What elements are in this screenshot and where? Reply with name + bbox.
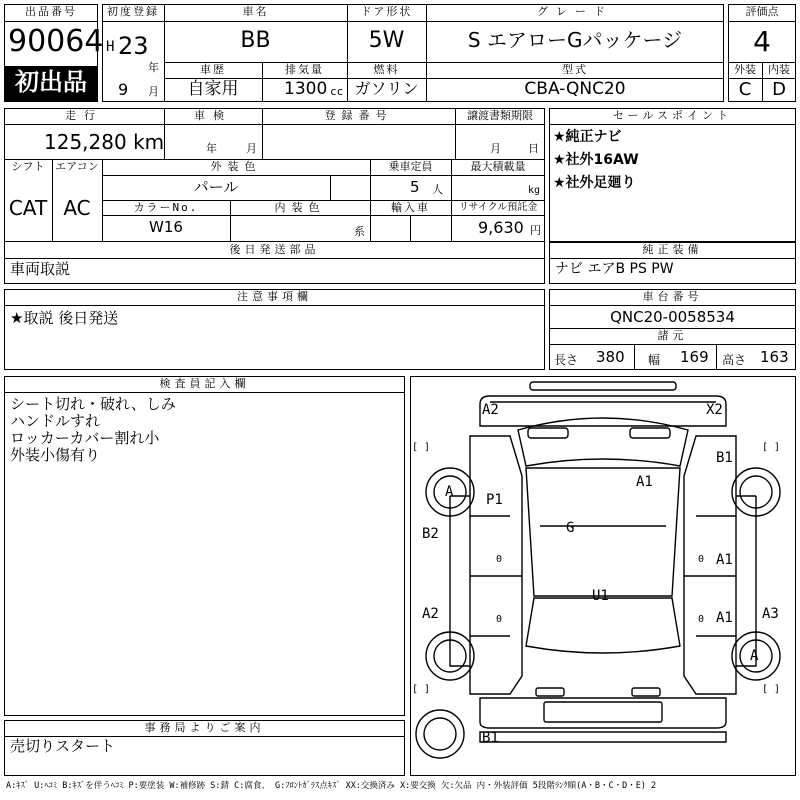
capacity-label: 乗車定員 [388, 160, 433, 173]
capacity-unit: 人 [432, 183, 443, 196]
mark-a1-right: A1 [716, 552, 733, 568]
mark-p1: P1 [486, 492, 503, 508]
chassis-label: 車台番号 [642, 290, 703, 303]
score-label: 評価点 [745, 5, 779, 18]
bracket-left-bottom: [ ] [412, 684, 431, 695]
reg-month: 9 [118, 80, 129, 99]
mark-u1: U1 [592, 588, 609, 604]
width-label: 幅 [648, 353, 661, 367]
sales-point-2: ★社外16AW [553, 152, 639, 168]
bracket-right-bottom: [ ] [762, 684, 781, 695]
shift-label: シフト [11, 160, 45, 173]
regno-label: 登録番号 [324, 109, 393, 122]
equipment-value: ナビ エアB PS PW [555, 261, 674, 277]
mileage-label: 走行 [65, 109, 103, 122]
first-listing-label: 初出品 [15, 68, 87, 96]
type-label: 型式 [562, 63, 588, 76]
later-value: 車両取説 [10, 260, 71, 278]
interior-grade: D [772, 79, 786, 100]
chassis-value: QNC20-0058534 [610, 308, 735, 326]
mark-b2: B2 [422, 526, 439, 542]
colorno-label: カラーNo. [133, 201, 199, 214]
displacement-label: 排気量 [285, 63, 324, 76]
fuel-label: 燃料 [373, 63, 400, 76]
mark-a3: A3 [762, 606, 779, 622]
transfer-label: 譲渡書類期限 [467, 109, 533, 122]
mark-x2-top: X2 [706, 402, 723, 418]
office-label: 事務局よりご案内 [144, 721, 265, 734]
fuel: ガソリン [354, 79, 419, 98]
spec-label: 諸元 [657, 329, 688, 342]
recycle-unit: 円 [530, 224, 541, 237]
later-label: 後日発送部品 [229, 243, 320, 256]
shift: CAT [8, 196, 48, 220]
mark-a2-left: A2 [422, 606, 439, 622]
inspector-line-3: ロッカーカバー割れ小 [10, 429, 160, 447]
model-label: 車名 [242, 5, 269, 18]
length-label: 長さ [554, 353, 579, 367]
mark-a1-roof: A1 [636, 474, 653, 490]
inspector-line-4: 外装小傷有り [10, 446, 101, 464]
color-label: 外装色 [210, 160, 262, 173]
recycle: 9,630 [478, 218, 524, 237]
capacity: 5 [410, 178, 420, 196]
grade-label: グレード [537, 5, 613, 18]
era: H [106, 39, 115, 55]
mark-a2-top: A2 [482, 402, 499, 418]
width: 169 [680, 348, 709, 366]
mark-a1-right-lower: A1 [716, 610, 733, 626]
transfer-month-unit: 月 [490, 142, 501, 155]
doors-label: ドア形状 [360, 5, 413, 18]
model: BB [240, 28, 271, 53]
exterior-grade: C [738, 79, 752, 100]
recycle-label: リサイクル預託金 [458, 202, 538, 213]
year-unit: 年 [148, 61, 159, 74]
sales-point-3: ★社外足廻り [553, 175, 636, 191]
sales-label: セールスポイント [612, 109, 732, 122]
length: 380 [596, 348, 625, 366]
height: 163 [760, 348, 789, 366]
mileage: 125,280 km [44, 130, 165, 154]
lot-number: 90064 [8, 24, 104, 59]
score: 4 [753, 25, 771, 58]
intcolor-unit: 系 [354, 225, 365, 238]
aircon-label: エアコン [55, 160, 99, 173]
inspector-line-1: シート切れ・破れ、しみ [10, 395, 176, 413]
history: 自家用 [187, 79, 239, 99]
type: CBA-QNC20 [524, 79, 626, 99]
mark-a-left-front: A [445, 484, 454, 500]
notes-value: ★取説 後日発送 [10, 309, 119, 327]
transfer-day-unit: 日 [528, 142, 539, 155]
inspector-line-2: ハンドルすれ [10, 412, 101, 430]
inspector-label: 検査員記入欄 [159, 377, 250, 390]
grade: S エアローGパッケージ [467, 28, 683, 52]
height-label: 高さ [722, 353, 747, 367]
aircon: AC [63, 196, 91, 220]
colorno: W16 [149, 218, 183, 236]
load-label: 最大積載量 [470, 160, 526, 173]
displacement-unit: cc [330, 85, 344, 98]
inspection-label: 車検 [194, 109, 232, 122]
bracket-left-top: [ ] [412, 442, 431, 453]
notes-label: 注意事項欄 [237, 290, 312, 303]
mark-b1-bottom: B1 [482, 730, 499, 746]
color: パール [193, 178, 239, 196]
mark-a-right-rear: A [750, 648, 759, 664]
lot-label: 出品番号 [25, 5, 77, 18]
equipment-label: 純正装備 [642, 243, 703, 256]
mark-zero-4: 0 [698, 614, 705, 625]
load-unit: kg [528, 185, 541, 196]
mark-zero-2: 0 [496, 614, 503, 625]
legend: A:ｷｽﾞ U:ﾍｺﾐ B:ｷｽﾞを伴うﾍｺﾐ P:要塗装 W:補修跡 S:錆 C:腐食、 G:ﾌﾛﾝﾄｶﾞﾗｽ点ｷｽﾞ XX:交換済み X:要交換 欠:欠品 内・外装評価 5段階ﾗﾝｸ順(A・B・C・D・E) 2 [6, 781, 657, 791]
import-label: 輸入車 [391, 201, 430, 214]
history-label: 車歴 [200, 63, 226, 76]
bracket-right-top: [ ] [762, 442, 781, 453]
mark-zero-1: 0 [496, 554, 503, 565]
doors: 5W [368, 28, 405, 53]
mark-b1-right: B1 [716, 450, 733, 466]
sales-point-1: ★純正ナビ [553, 129, 622, 145]
car-diagram [410, 376, 796, 776]
exterior-label: 外装 [734, 63, 756, 76]
mark-zero-3: 0 [698, 554, 705, 565]
interior-label: 内装 [768, 63, 790, 76]
reg-label: 初度登録 [107, 5, 159, 18]
reg-year: 23 [118, 32, 149, 60]
displacement: 1300 [284, 79, 328, 99]
intcolor-label: 内装色 [274, 201, 326, 214]
inspection-month-unit: 月 [246, 142, 257, 155]
month-unit: 月 [148, 85, 159, 98]
office-value: 売切りスタート [10, 737, 116, 755]
inspection-year-unit: 年 [206, 142, 217, 155]
mark-g: G [566, 520, 575, 536]
